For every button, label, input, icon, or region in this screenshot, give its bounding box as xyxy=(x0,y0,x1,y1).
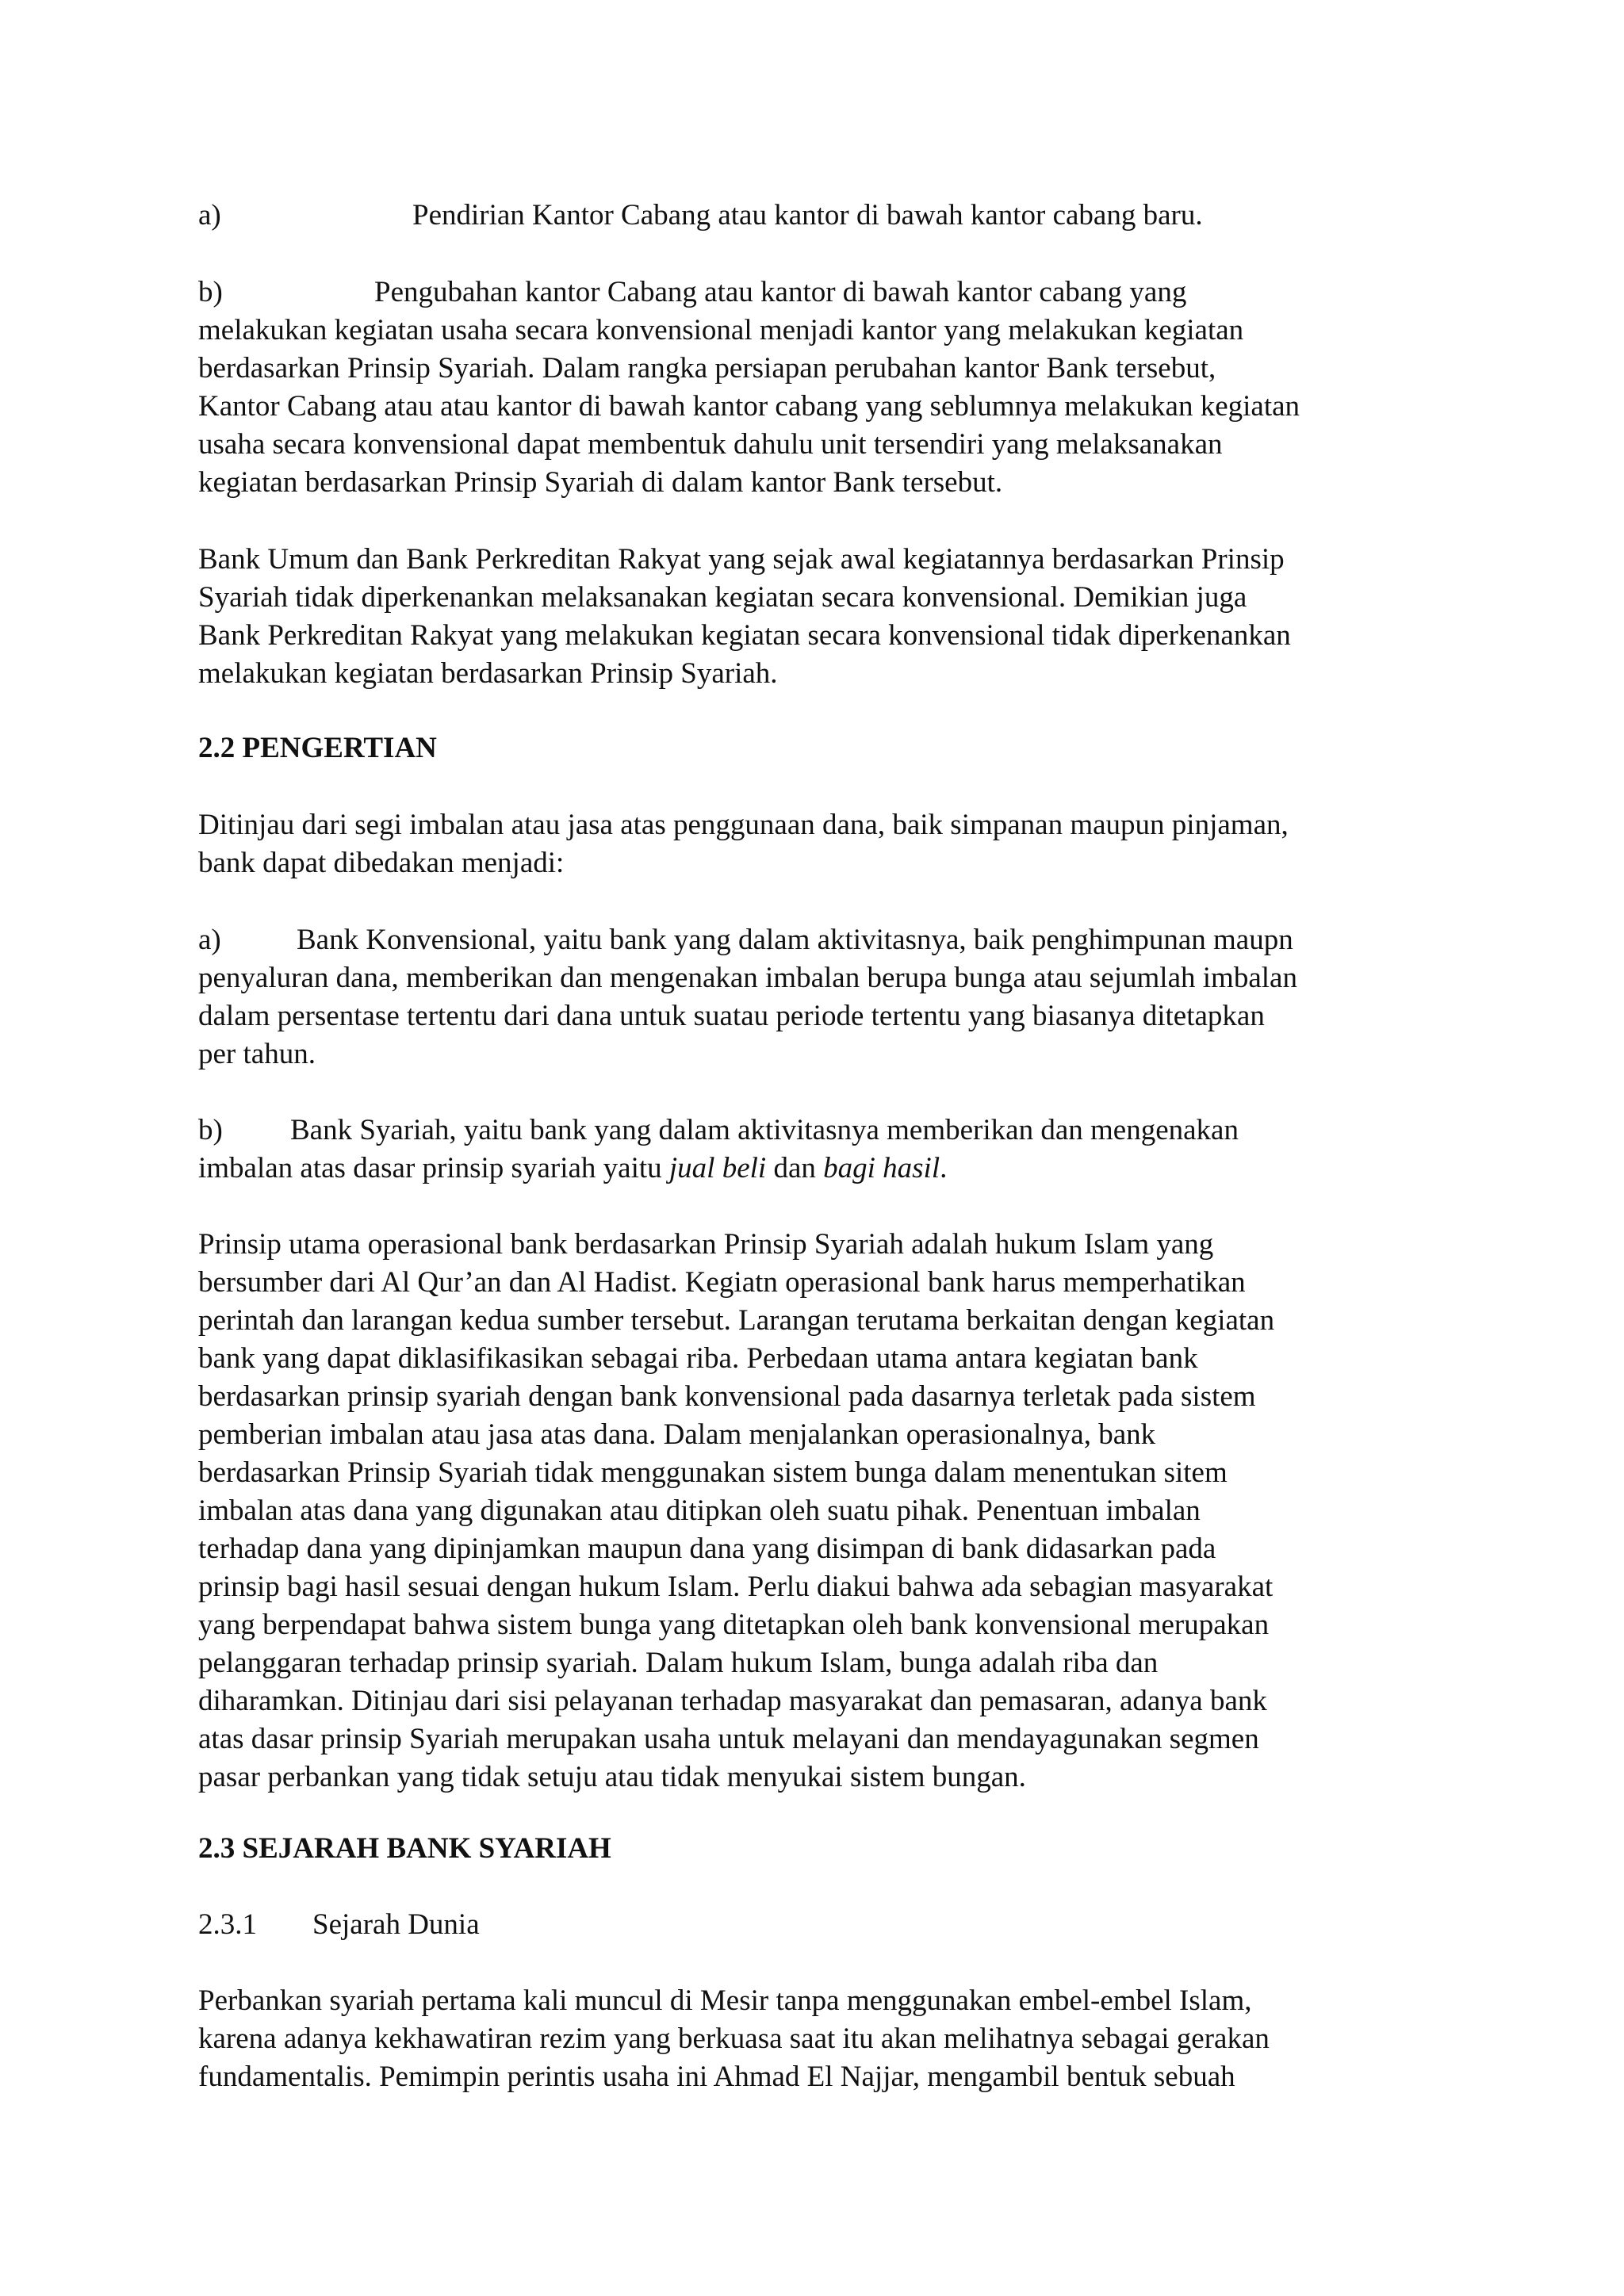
text-line: Bank Perkreditan Rakyat yang melakukan kegiatan secara konvensional tidak diperkenankan xyxy=(198,619,1291,652)
list-item-text: Pengubahan kantor Cabang atau kantor di bawah kantor cabang yang xyxy=(374,276,1187,308)
emphasis-jual-beli: jual beli xyxy=(668,1152,767,1184)
text-line: kegiatan berdasarkan Prinsip Syariah di dalam kantor Bank tersebut. xyxy=(198,466,1003,499)
list-item-b-pengubahan xyxy=(198,274,1435,502)
text-line: dalam persentase tertentu dari dana untuk suatau periode tertentu yang biasanya ditetapkan xyxy=(198,1000,1265,1032)
text-run: imbalan atas dasar prinsip syariah yaitu xyxy=(198,1152,669,1184)
text-line: berdasarkan Prinsip Syariah. Dalam rangka persiapan perubahan kantor Bank tersebut, xyxy=(198,352,1216,385)
paragraph-perbankan xyxy=(198,1982,1435,2096)
emphasis-bagi-hasil: bagi hasil xyxy=(823,1152,940,1184)
text-line: per tahun. xyxy=(198,1038,316,1070)
text-line: atas dasar prinsip Syariah merupakan usaha untuk melayani dan mendayagunakan segmen xyxy=(198,1723,1259,1755)
paragraph-ditinjau xyxy=(198,806,1435,882)
text-line: bersumber dari Al Qur’an dan Al Hadist. Kegiatn operasional bank harus memperhatikan xyxy=(198,1266,1246,1299)
text-line: bank dapat dibedakan menjadi: xyxy=(198,847,565,879)
subsection-line xyxy=(198,1906,1435,1944)
text-line: usaha secara konvensional dapat membentuk dahulu unit tersendiri yang melaksanakan xyxy=(198,428,1223,461)
text-line: Kantor Cabang atau atau kantor di bawah kantor cabang yang seblumnya melakukan kegiatan xyxy=(198,390,1300,423)
text-run: . xyxy=(940,1152,948,1184)
text-line: pasar perbankan yang tidak setuju atau tidak menyukai sistem bungan. xyxy=(198,1761,1026,1793)
list-item-line xyxy=(198,921,1435,959)
text-line: Ditinjau dari segi imbalan atau jasa atas penggunaan dana, baik simpanan maupun pinjaman, xyxy=(198,809,1289,841)
list-item-line xyxy=(198,197,1435,235)
text-line: imbalan atas dana yang digunakan atau ditipkan oleh suatu pihak. Penentuan imbalan xyxy=(198,1494,1201,1527)
paragraph-prinsip-utama xyxy=(198,1226,1435,1797)
text-line: Syariah tidak diperkenankan melaksanakan kegiatan secara konvensional. Demikian juga xyxy=(198,581,1247,614)
text-line: Perbankan syariah pertama kali muncul di Mesir tanpa menggunakan embel-embel Islam, xyxy=(198,1984,1252,2017)
list-item-text: Bank Konvensional, yaitu bank yang dalam aktivitasnya, baik penghimpunan maupn xyxy=(297,924,1293,956)
list-marker: b) xyxy=(198,1114,223,1146)
list-item-line xyxy=(198,274,1435,312)
list-item-a-bank-konvensional xyxy=(198,921,1435,1073)
text-line: melakukan kegiatan usaha secara konvensional menjadi kantor yang melakukan kegiatan xyxy=(198,314,1244,346)
list-item-a-pendirian xyxy=(198,197,1435,235)
list-marker: b) xyxy=(198,276,223,308)
section-heading-sejarah: 2.3 SEJARAH BANK SYARIAH xyxy=(198,1832,611,1865)
text-line: karena adanya kekhawatiran rezim yang berkuasa saat itu akan melihatnya sebagai gerakan xyxy=(198,2022,1270,2055)
list-marker: a) xyxy=(198,924,221,956)
subsection-title: Sejarah Dunia xyxy=(312,1908,480,1941)
text-line: bank yang dapat diklasifikasikan sebagai riba. Perbedaan utama antara kegiatan bank xyxy=(198,1342,1198,1375)
text-line: Prinsip utama operasional bank berdasarkan Prinsip Syariah adalah hukum Islam yang xyxy=(198,1228,1214,1261)
text-line: penyaluran dana, memberikan dan mengenakan imbalan berupa bunga atau sejumlah imbalan xyxy=(198,962,1297,994)
text-run: dan xyxy=(766,1152,824,1184)
list-item-b-bank-syariah xyxy=(198,1112,1435,1188)
text-line: diharamkan. Ditinjau dari sisi pelayanan terhadap masyarakat dan pemasaran, adanya bank xyxy=(198,1685,1267,1717)
text-line: melakukan kegiatan berdasarkan Prinsip Syariah. xyxy=(198,657,778,690)
text-line: terhadap dana yang dipinjamkan maupun dana yang disimpan di bank didasarkan pada xyxy=(198,1533,1216,1565)
text-line: berdasarkan prinsip syariah dengan bank konvensional pada dasarnya terletak pada sistem xyxy=(198,1380,1256,1413)
list-item-text: Pendirian Kantor Cabang atau kantor di bawah kantor cabang baru. xyxy=(412,199,1203,232)
text-line: berdasarkan Prinsip Syariah tidak menggunakan sistem bunga dalam menentukan sitem xyxy=(198,1456,1228,1489)
text-line: pemberian imbalan atau jasa atas dana. Dalam menjalankan operasionalnya, bank xyxy=(198,1418,1156,1451)
text-line: Bank Umum dan Bank Perkreditan Rakyat yang sejak awal kegiatannya berdasarkan Prinsip xyxy=(198,543,1285,576)
list-item-text: Bank Syariah, yaitu bank yang dalam aktivitasnya memberikan dan mengenakan xyxy=(290,1114,1239,1146)
list-item-line xyxy=(198,1112,1435,1150)
text-line: perintah dan larangan kedua sumber tersebut. Larangan terutama berkaitan dengan kegiatan xyxy=(198,1304,1275,1337)
text-line: pelanggaran terhadap prinsip syariah. Dalam hukum Islam, bunga adalah riba dan xyxy=(198,1647,1159,1679)
text-line: fundamentalis. Pemimpin perintis usaha ini Ahmad El Najjar, mengambil bentuk sebuah xyxy=(198,2061,1235,2093)
text-line: yang berpendapat bahwa sistem bunga yang ditetapkan oleh bank konvensional merupakan xyxy=(198,1609,1270,1641)
section-heading-pengertian: 2.2 PENGERTIAN xyxy=(198,732,437,764)
text-line: prinsip bagi hasil sesuai dengan hukum Islam. Perlu diakui bahwa ada sebagian masyarakat xyxy=(198,1571,1274,1603)
text-line xyxy=(198,1150,1435,1188)
subsection-heading-sejarah-dunia xyxy=(198,1906,1435,1944)
subsection-number: 2.3.1 xyxy=(198,1908,257,1941)
paragraph-bank-umum xyxy=(198,541,1435,693)
list-marker: a) xyxy=(198,199,221,232)
